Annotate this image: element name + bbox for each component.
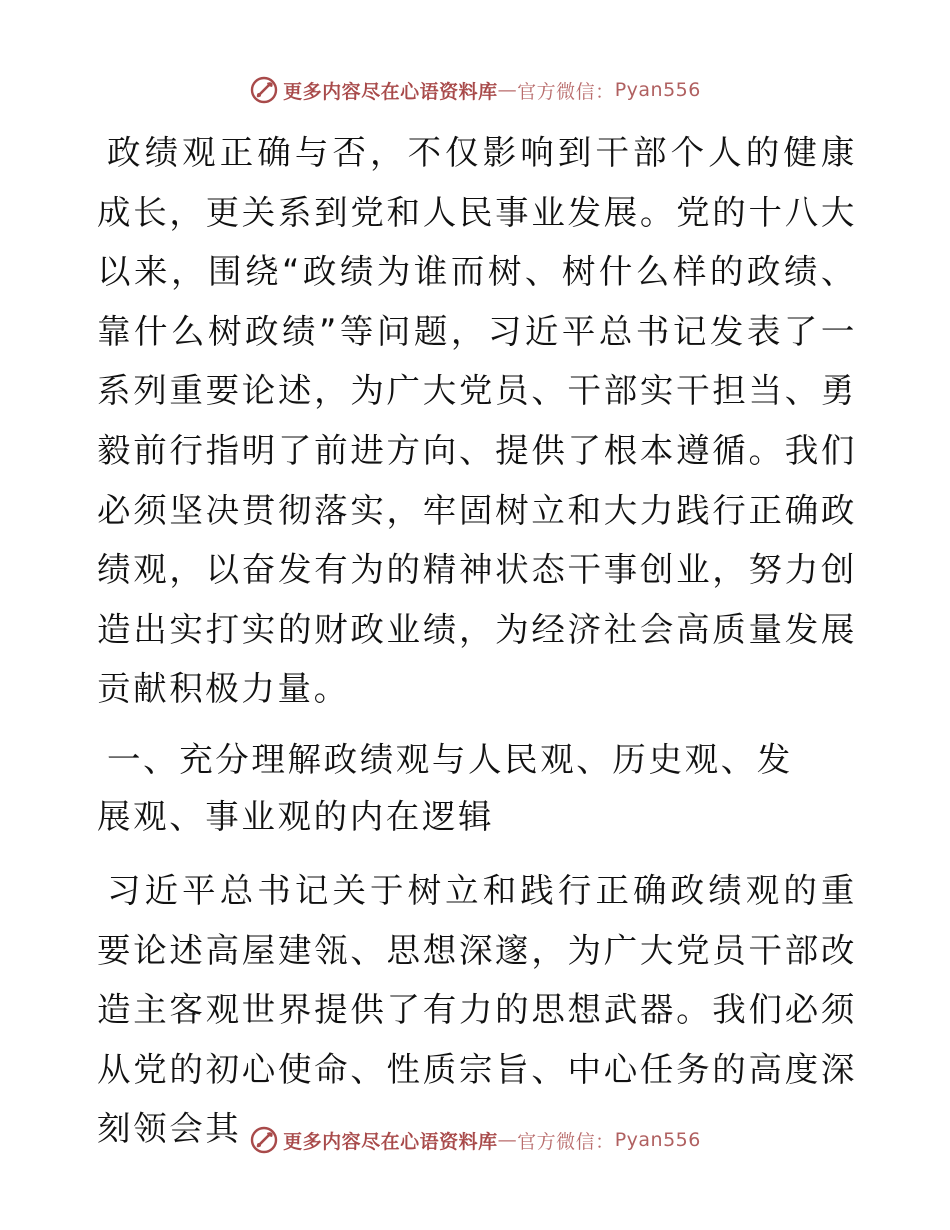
- watermark-brand: 更多内容尽在心语资料库: [283, 1130, 498, 1153]
- watermark-dash: —: [497, 1129, 518, 1151]
- watermark-account: Pyan556: [614, 79, 701, 101]
- watermark-account: Pyan556: [614, 1129, 701, 1151]
- watermark-footer: [0, 1120, 950, 1160]
- paragraph-section-1: 习近平总书记关于树立和践行正确政绩观的重要论述高屋建瓴、思想深邃，为广大党员干部改造主客观世界提供了有力的思想武器。我们必须从党的初心使命、性质宗旨、中心任务的高度深刻领会其: [97, 870, 857, 1149]
- paragraph-intro: 政绩观正确与否，不仅影响到干部个人的健康成长，更关系到党和人民事业发展。党的十八大以来，围绕“政绩为谁而树、树什么样的政绩、靠什么树政绩”等问题，习近平总书记发表了一系列重要论述，为广大党员、干部实干担当、勇毅前行指明了前进方向、提供了根本遵循。我们必须坚决贯彻落实，牢固树立和大力践行正确政绩观，以奋发有为的精神状态干事创业，努力创造出实打实的财政业绩，为经济社会高质量发展贡献积极力量。: [97, 133, 857, 709]
- watermark-dash: —: [497, 79, 518, 101]
- quill-seal-icon: [249, 1125, 279, 1155]
- watermark-brand: 更多内容尽在心语资料库: [283, 80, 498, 103]
- watermark-label: 官方微信：: [517, 1130, 615, 1153]
- section-heading-1: 一、充分理解政绩观与人民观、历史观、发展观、事业观的内在逻辑: [97, 739, 793, 836]
- watermark-label: 官方微信：: [517, 80, 615, 103]
- document-body: [97, 123, 857, 1159]
- quill-seal-icon: [249, 75, 279, 105]
- watermark-header: [0, 70, 950, 110]
